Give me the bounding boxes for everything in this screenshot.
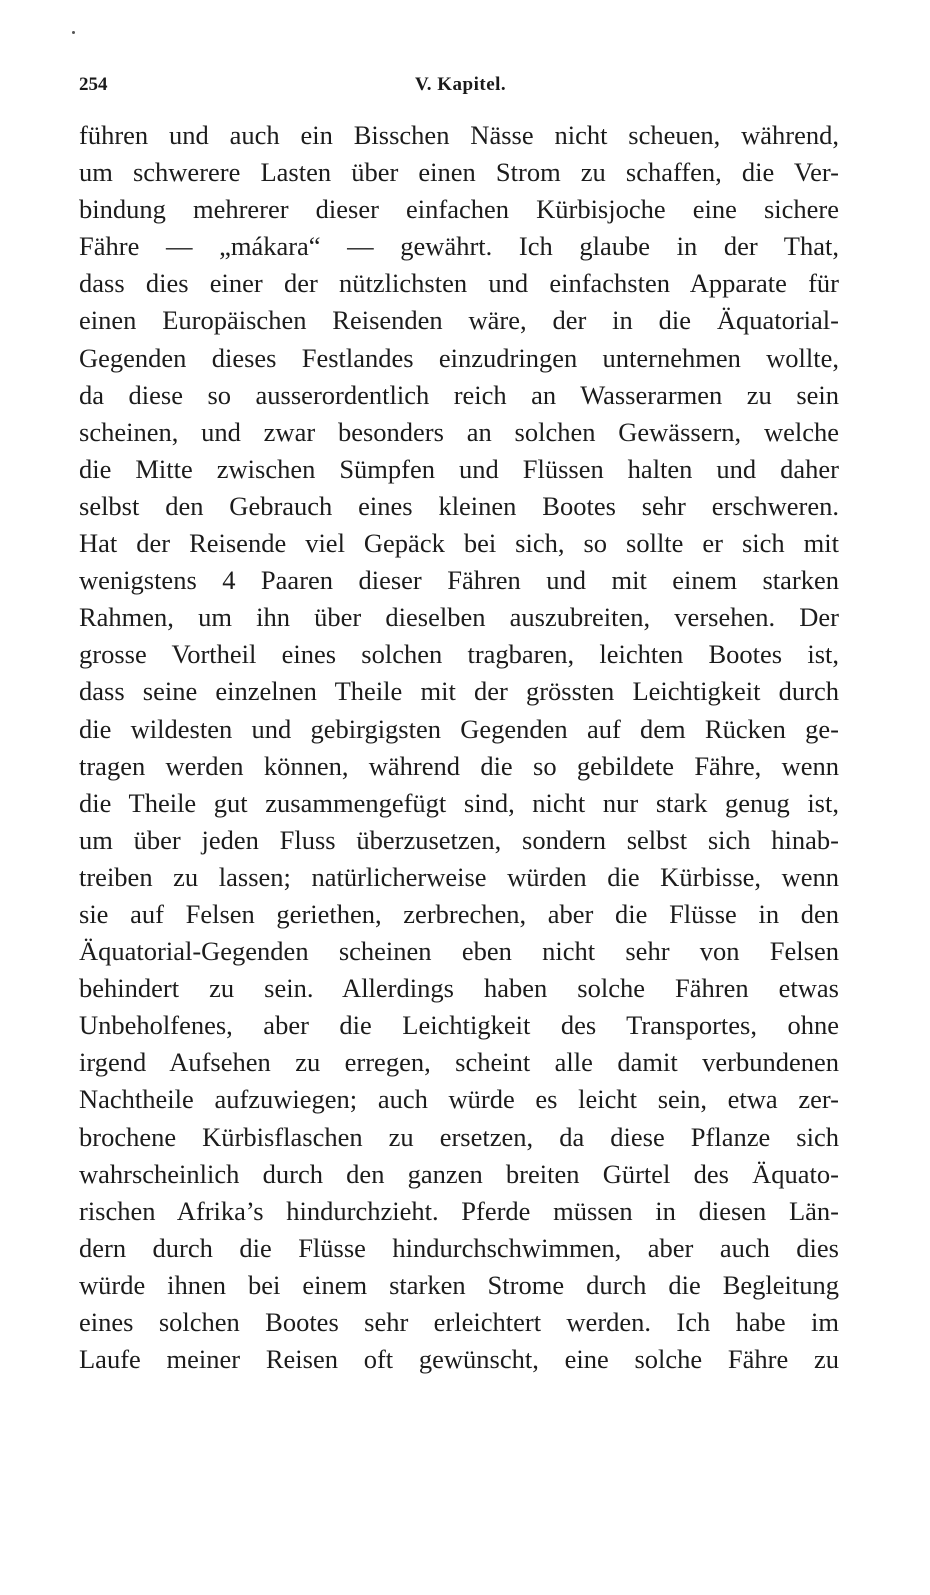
text-line: dass dies einer der nützlichsten und einfachsten Apparate für — [79, 268, 839, 299]
text-line: Unbeholfenes, aber die Leichtigkeit des Transportes, ohne — [79, 1010, 839, 1041]
text-line: die Theile gut zusammengefügt sind, nicht nur stark genug ist, — [79, 787, 839, 818]
text-line: grosse Vortheil eines solchen tragbaren, leichten Bootes ist, — [79, 639, 839, 670]
text-line: Laufe meiner Reisen oft gewünscht, eine solche Fähre zu — [79, 1344, 839, 1375]
text-line: dern durch die Flüsse hindurchschwimmen, aber auch dies — [79, 1232, 839, 1263]
print-speck — [72, 31, 75, 34]
page-number: 254 — [79, 74, 108, 95]
text-line: wenigstens 4 Paaren dieser Fähren und mit einem starken — [79, 565, 839, 596]
text-line: dass seine einzelnen Theile mit der grössten Leichtigkeit durch — [79, 676, 839, 707]
text-line: die Mitte zwischen Sümpfen und Flüssen halten und daher — [79, 453, 839, 484]
text-line: eines solchen Bootes sehr erleichtert werden. Ich habe im — [79, 1307, 839, 1337]
text-line: behindert zu sein. Allerdings haben solche Fähren etwas — [79, 973, 839, 1004]
text-line: die wildesten und gebirgigsten Gegenden auf dem Rücken ge- — [79, 713, 839, 744]
text-line: Gegenden dieses Festlandes einzudringen unternehmen wollte, — [79, 342, 839, 373]
text-line: selbst den Gebrauch eines kleinen Bootes sehr erschweren. — [79, 490, 839, 521]
text-line: treiben zu lassen; natürlicherweise würden die Kürbisse, wenn — [79, 861, 839, 892]
running-head: V. Kapitel. — [415, 74, 507, 95]
text-line: um über jeden Fluss überzusetzen, sondern selbst sich hinab- — [79, 824, 839, 855]
text-line: rischen Afrika’s hindurchzieht. Pferde müssen in diesen Län- — [79, 1195, 839, 1226]
text-line: bindung mehrerer dieser einfachen Kürbisjoche eine sichere — [79, 194, 839, 225]
text-line: Rahmen, um ihn über dieselben auszubreiten, versehen. Der — [79, 602, 839, 633]
text-line: wahrscheinlich durch den ganzen breiten Gürtel des Äquato- — [79, 1158, 839, 1189]
body-text — [79, 117, 839, 1378]
text-line: Hat der Reisende viel Gepäck bei sich, so sollte er sich mit — [79, 528, 839, 559]
page-header — [79, 74, 839, 102]
text-line: irgend Aufsehen zu erregen, scheint alle damit verbundenen — [79, 1047, 839, 1078]
text-line: um schwerere Lasten über einen Strom zu schaffen, die Ver- — [79, 157, 839, 188]
text-line: da diese so ausserordentlich reich an Wasserarmen zu sein — [79, 379, 839, 410]
text-line: brochene Kürbisflaschen zu ersetzen, da diese Pflanze sich — [79, 1121, 839, 1152]
text-line: tragen werden können, während die so gebildete Fähre, wenn — [79, 750, 839, 781]
text-line: Äquatorial-Gegenden scheinen eben nicht sehr von Felsen — [79, 936, 839, 967]
text-line: führen und auch ein Bisschen Nässe nicht scheuen, während, — [79, 120, 839, 150]
text-line: Nachtheile aufzuwiegen; auch würde es leicht sein, etwa zer- — [79, 1084, 839, 1115]
text-line: scheinen, und zwar besonders an solchen Gewässern, welche — [79, 416, 839, 447]
text-line: würde ihnen bei einem starken Strome durch die Begleitung — [79, 1269, 839, 1300]
text-line: sie auf Felsen geriethen, zerbrechen, aber die Flüsse in den — [79, 898, 839, 929]
text-line: Fähre — „mákara“ — gewährt. Ich glaube in der That, — [79, 231, 839, 262]
text-line: einen Europäischen Reisenden wäre, der in die Äquatorial- — [79, 305, 839, 336]
